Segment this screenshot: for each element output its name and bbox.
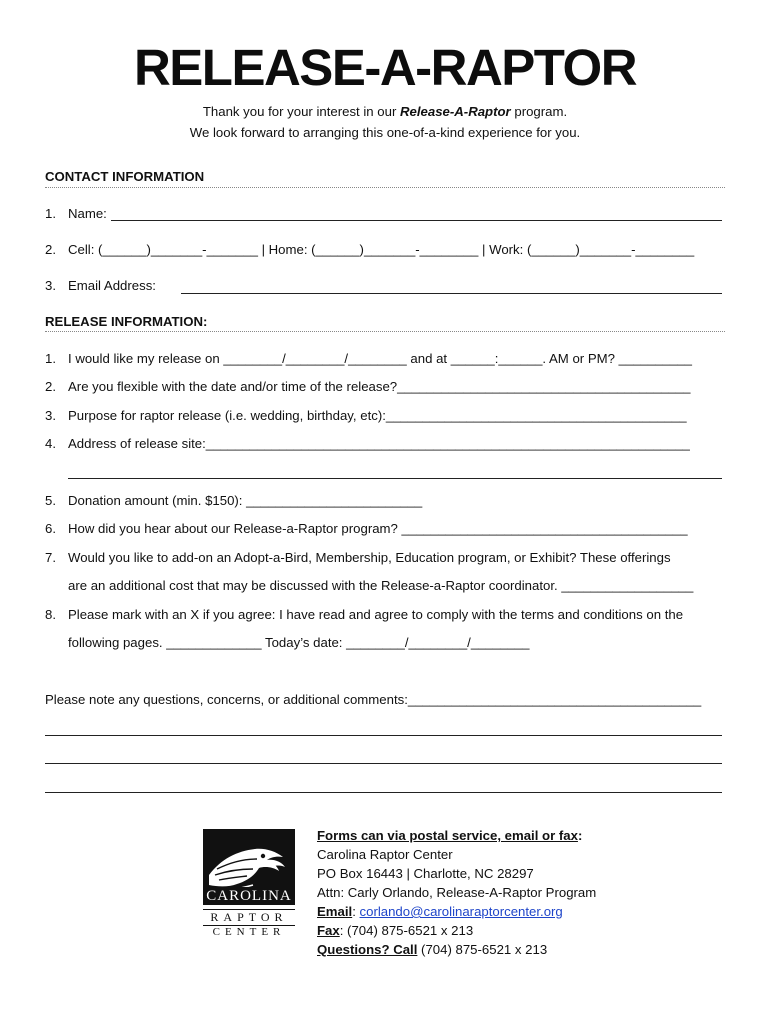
release-address-field[interactable]: Address of release site:__________________________________________________________________ [68, 436, 690, 451]
release-address-line-2[interactable] [68, 465, 722, 479]
release-flexible-field[interactable]: Are you flexible with the date and/or time of the release?________________________________________ [68, 379, 691, 394]
release-item-5-number: 5. [45, 493, 56, 508]
footer-fax-row [317, 921, 596, 940]
release-item-2-number: 2. [45, 379, 56, 394]
phone-number: 2. [45, 242, 56, 257]
footer-questions-value: (704) 875-6521 x 213 [417, 942, 548, 957]
footer-questions-row [317, 940, 596, 959]
logo-text-raptor: RAPTOR [203, 909, 295, 926]
name-number: 1. [45, 206, 56, 221]
footer-heading-colon: : [577, 828, 583, 843]
footer-email-row: Email: corlando@carolinaraptorcenter.org [317, 904, 563, 919]
referral-source-field[interactable]: How did you hear about our Release-a-Raptor program? _______________________________________ [68, 521, 688, 536]
release-item-7-number: 7. [45, 550, 56, 565]
intro-prefix: Thank you for your interest in our [202, 104, 401, 119]
comments-line-2[interactable] [45, 763, 722, 764]
footer-questions-label: Questions? Call [317, 942, 418, 957]
agreement-statement: Please mark with an X if you agree: I have read and agree to comply with the terms and conditions on the [68, 607, 684, 622]
add-on-field[interactable]: are an additional cost that may be discussed with the Release-a-Raptor coordinator. __________________ [68, 578, 694, 593]
footer-fax-label: Fax [317, 923, 340, 938]
email-field[interactable] [181, 278, 722, 294]
comments-field[interactable]: Please note any questions, concerns, or additional comments:________________________________________ [45, 692, 702, 707]
contact-heading: CONTACT INFORMATION [45, 169, 205, 184]
email-label: Email Address: [68, 278, 156, 293]
phone-fields[interactable]: Cell: (______)_______-_______ | Home: (______)_______-________ | Work: (______)_______-________ [68, 242, 695, 257]
carolina-raptor-center-logo [203, 829, 295, 941]
release-heading: RELEASE INFORMATION: [45, 314, 208, 329]
release-date-time-field[interactable]: I would like my release on ________/________/________ and at ______:______. AM or PM? __________ [68, 351, 692, 366]
donation-amount-field[interactable]: Donation amount (min. $150): ________________________ [68, 493, 423, 508]
footer-email-link[interactable]: corlando@carolinaraptorcenter.org [359, 904, 563, 919]
logo-text-carolina: CAROLINA [206, 888, 292, 904]
contact-divider [45, 187, 725, 188]
intro-suffix: program. [510, 104, 568, 119]
footer-heading-text: Forms can via postal service, email or fax [317, 828, 578, 843]
footer-contact-block [317, 826, 596, 959]
footer-heading [317, 826, 596, 845]
email-number: 3. [45, 278, 56, 293]
release-item-3-number: 3. [45, 408, 56, 423]
release-purpose-field[interactable]: Purpose for raptor release (i.e. wedding, birthday, etc):_________________________________________ [68, 408, 687, 423]
release-item-6-number: 6. [45, 521, 56, 536]
name-field[interactable] [111, 205, 722, 221]
intro-line-2: We look forward to arranging this one-of-a-kind experience for you. [189, 125, 581, 140]
footer-attn: Attn: Carly Orlando, Release-A-Raptor Program [317, 885, 597, 900]
release-item-8-number: 8. [45, 607, 56, 622]
intro-program-name: Release-A-Raptor [400, 104, 511, 119]
name-label: Name: [68, 206, 107, 221]
page-title: RELEASE-A-RAPTOR [133, 39, 637, 96]
footer-email-label: Email [317, 904, 353, 919]
logo-text-center: CENTER [212, 926, 286, 938]
release-item-1-number: 1. [45, 351, 56, 366]
agreement-date-field[interactable]: following pages. _____________ Today’s date: ________/________/________ [68, 635, 530, 650]
release-item-4-number: 4. [45, 436, 56, 451]
footer-fax-value: : (704) 875-6521 x 213 [339, 923, 474, 938]
release-divider [45, 331, 725, 332]
footer-address: PO Box 16443 | Charlotte, NC 28297 [317, 866, 534, 881]
footer-org: Carolina Raptor Center [317, 847, 453, 862]
comments-line-1[interactable] [45, 735, 722, 736]
add-on-question: Would you like to add-on an Adopt-a-Bird, Membership, Education program, or Exhibit? These offerings [68, 550, 671, 565]
intro-line-1 [0, 104, 770, 119]
comments-line-3[interactable] [45, 792, 722, 793]
